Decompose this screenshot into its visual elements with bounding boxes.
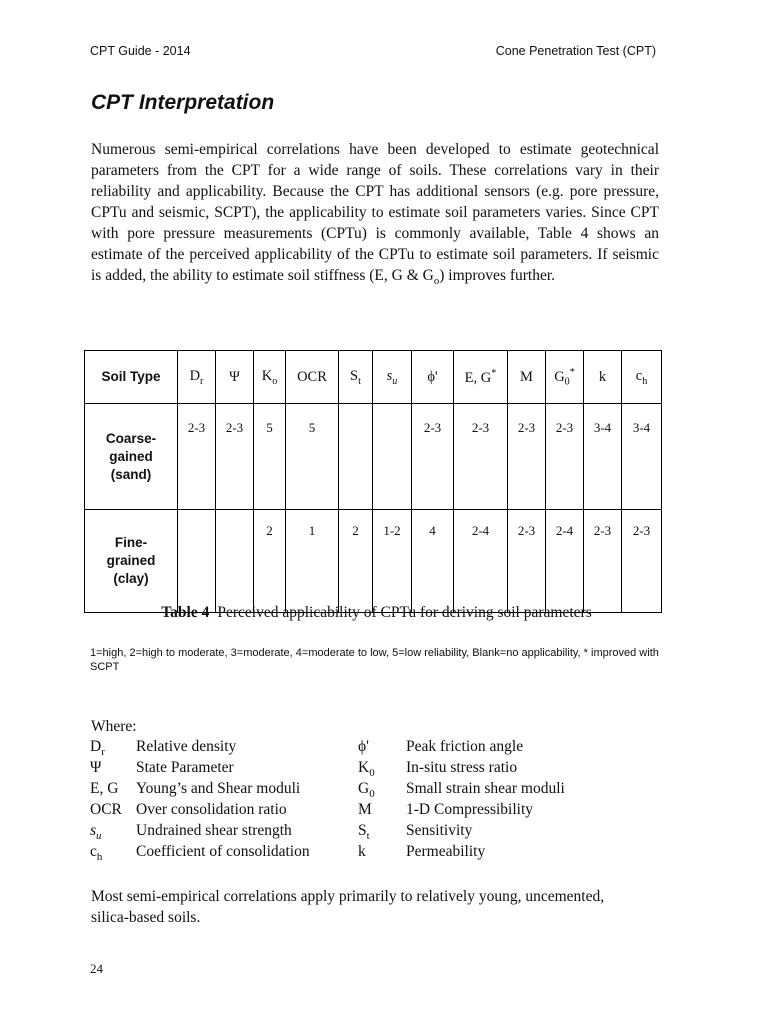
def-description: Relative density [136, 738, 237, 755]
def-description-2: In-situ stress ratio [406, 759, 518, 776]
def-symbol-2 [358, 843, 366, 863]
header-ch [622, 351, 662, 404]
def-symbol [90, 801, 122, 821]
header-st [339, 351, 373, 404]
table-header-row [85, 351, 662, 404]
soil-type-fine [85, 510, 178, 613]
header-eg [454, 351, 508, 404]
cell-fine-dr [178, 510, 216, 613]
def-description: Coefficient of consolidation [136, 843, 310, 860]
def-symbol-2 [358, 738, 369, 758]
header-st-sub: t [358, 375, 361, 387]
def-symbol-2-text: k [358, 843, 366, 860]
def-symbol-sub: h [96, 851, 103, 864]
header-ch-sub: h [642, 375, 648, 387]
def-symbol-2-text: G [358, 780, 370, 797]
def-symbol-2-sub: t [366, 830, 370, 843]
cell-coarse-ch: 3-4 [622, 404, 662, 510]
intro-text-end: ) improves further. [439, 267, 556, 284]
definition-row [90, 780, 650, 801]
def-symbol [90, 738, 105, 758]
cell-fine-ocr: 1 [286, 510, 339, 613]
def-description: Young’s and Shear moduli [136, 780, 301, 797]
header-psi: Ψ [216, 351, 254, 404]
cell-coarse-st [339, 404, 373, 510]
cell-coarse-k: 3-4 [584, 404, 622, 510]
def-description: Over consolidation ratio [136, 801, 287, 818]
header-ocr: OCR [286, 351, 339, 404]
header-su [373, 351, 412, 404]
def-symbol [90, 843, 102, 863]
def-symbol-2-text: K [358, 759, 370, 776]
def-description-2: Peak friction angle [406, 738, 524, 755]
cell-fine-su: 1-2 [373, 510, 412, 613]
page-number: 24 [90, 961, 103, 976]
cell-coarse-m: 2-3 [508, 404, 546, 510]
def-symbol-sub: u [96, 830, 102, 843]
intro-subscript: o [433, 275, 440, 288]
def-description-2: Sensitivity [406, 822, 473, 839]
header-ch-symbol: c [635, 367, 643, 384]
cell-fine-k: 2-3 [584, 510, 622, 613]
def-symbol-2-text: S [358, 822, 367, 839]
header-su-sub: u [392, 375, 398, 387]
header-m: M [508, 351, 546, 404]
cell-coarse-psi: 2-3 [216, 404, 254, 510]
cell-coarse-eg: 2-3 [454, 404, 508, 510]
def-symbol-text: D [90, 738, 102, 755]
def-description-2: Small strain shear moduli [406, 780, 565, 797]
header-soil-type: Soil Type [85, 351, 178, 404]
def-description: Undrained shear strength [136, 822, 292, 839]
def-symbol-2-sub: 0 [369, 788, 375, 801]
table-caption [84, 604, 669, 622]
def-symbol-text: OCR [90, 801, 122, 818]
header-ko [254, 351, 286, 404]
intro-text: Numerous semi-empirical correlations have been developed to estimate geotechnical parameters from the CPT for a wide range of soils. These correlations vary in their reliability and applicability. Because the CPT has additional sensors (e.g. pore pressure, CPTu and seismic, SCPT), the applicability to estimate soil parameters varies. Since CPT with pore pressure measurements (CPTu) is commonly available, Table 4 shows an estimate of the perceived applicability of the CPTu to estimate soil parameters. If seismic is added, the ability to estimate soil stiffness (E, G & G [91, 141, 659, 284]
header-eg-symbol: E, G [464, 369, 492, 386]
def-symbol-2 [358, 759, 375, 779]
cell-coarse-su [373, 404, 412, 510]
def-symbol-2 [358, 822, 370, 842]
def-symbol-2 [358, 780, 375, 800]
def-symbol-2-sub: 0 [369, 767, 375, 780]
header-g0-sub: 0 [564, 376, 570, 388]
definition-row [90, 843, 650, 864]
header-su-symbol: s [386, 367, 393, 384]
header-left: CPT Guide - 2014 [90, 44, 191, 58]
soil-type-coarse-line1: Coarse- [105, 430, 157, 446]
cell-fine-eg: 2-4 [454, 510, 508, 613]
soil-type-coarse-line2: gained [109, 448, 153, 464]
header-right: Cone Penetration Test (CPT) [495, 44, 656, 58]
table-row-fine [85, 510, 662, 613]
intro-paragraph [91, 139, 659, 292]
def-description-2: Permeability [406, 843, 486, 860]
caption-label: Table 4 [161, 604, 210, 621]
header-g0 [546, 351, 584, 404]
header-g0-sup: * [569, 366, 575, 378]
soil-parameter-table [84, 350, 662, 613]
def-description: State Parameter [136, 759, 234, 776]
definitions-list [90, 738, 650, 864]
header-k: k [584, 351, 622, 404]
def-symbol-text: Ψ [90, 759, 102, 776]
def-description-2: 1-D Compressibility [406, 801, 534, 818]
cell-coarse-ko: 5 [254, 404, 286, 510]
definition-row [90, 801, 650, 822]
def-symbol-2-text: ϕ' [358, 738, 369, 755]
def-symbol-text: c [90, 843, 97, 860]
soil-type-coarse-line3: (sand) [110, 466, 152, 482]
cell-coarse-dr: 2-3 [178, 404, 216, 510]
soil-type-coarse [85, 404, 178, 510]
header-dr-sub: r [200, 375, 204, 387]
def-symbol [90, 780, 118, 800]
def-symbol [90, 759, 101, 779]
cell-fine-phi: 4 [412, 510, 454, 613]
table-legend: 1=high, 2=high to moderate, 3=moderate, 4=moderate to low, 5=low reliability, Blank=no applicability, * improved with SCPT [90, 647, 659, 673]
definition-row [90, 822, 650, 843]
where-label: Where: [91, 718, 137, 735]
def-symbol [90, 822, 101, 842]
cell-fine-g0: 2-4 [546, 510, 584, 613]
caption-text: Perceived applicability of CPTu for deriving soil parameters [217, 604, 592, 621]
soil-type-fine-line3: (clay) [113, 571, 149, 586]
def-symbol-text: E, G [90, 780, 119, 797]
cell-fine-ch: 2-3 [622, 510, 662, 613]
def-symbol-2 [358, 801, 372, 821]
cell-fine-psi [216, 510, 254, 613]
cell-coarse-g0: 2-3 [546, 404, 584, 510]
header-phi: ϕ' [412, 351, 454, 404]
header-ko-symbol: K [261, 367, 273, 384]
cell-coarse-phi: 2-3 [412, 404, 454, 510]
page-title: CPT Interpretation [91, 91, 275, 114]
cell-coarse-ocr: 5 [286, 404, 339, 510]
cell-fine-st: 2 [339, 510, 373, 613]
header-ko-sub: o [272, 375, 278, 387]
header-st-symbol: S [350, 367, 359, 384]
closing-paragraph: Most semi-empirical correlations apply primarily to relatively young, uncemented, silica-based soils. [91, 888, 605, 926]
table-row-coarse [85, 404, 662, 510]
cell-fine-m: 2-3 [508, 510, 546, 613]
def-symbol-2-text: M [358, 801, 372, 818]
soil-type-fine-line1: Fine- [114, 535, 148, 550]
def-symbol-sub: r [101, 746, 105, 759]
header-g0-symbol: G [554, 368, 565, 385]
def-symbol-text: s [90, 822, 97, 839]
header-dr [178, 351, 216, 404]
header-eg-sup: * [491, 367, 497, 379]
definition-row [90, 738, 650, 759]
definition-row [90, 759, 650, 780]
cell-fine-ko: 2 [254, 510, 286, 613]
soil-type-fine-line2: grained [106, 553, 156, 568]
header-dr-symbol: D [189, 367, 201, 384]
